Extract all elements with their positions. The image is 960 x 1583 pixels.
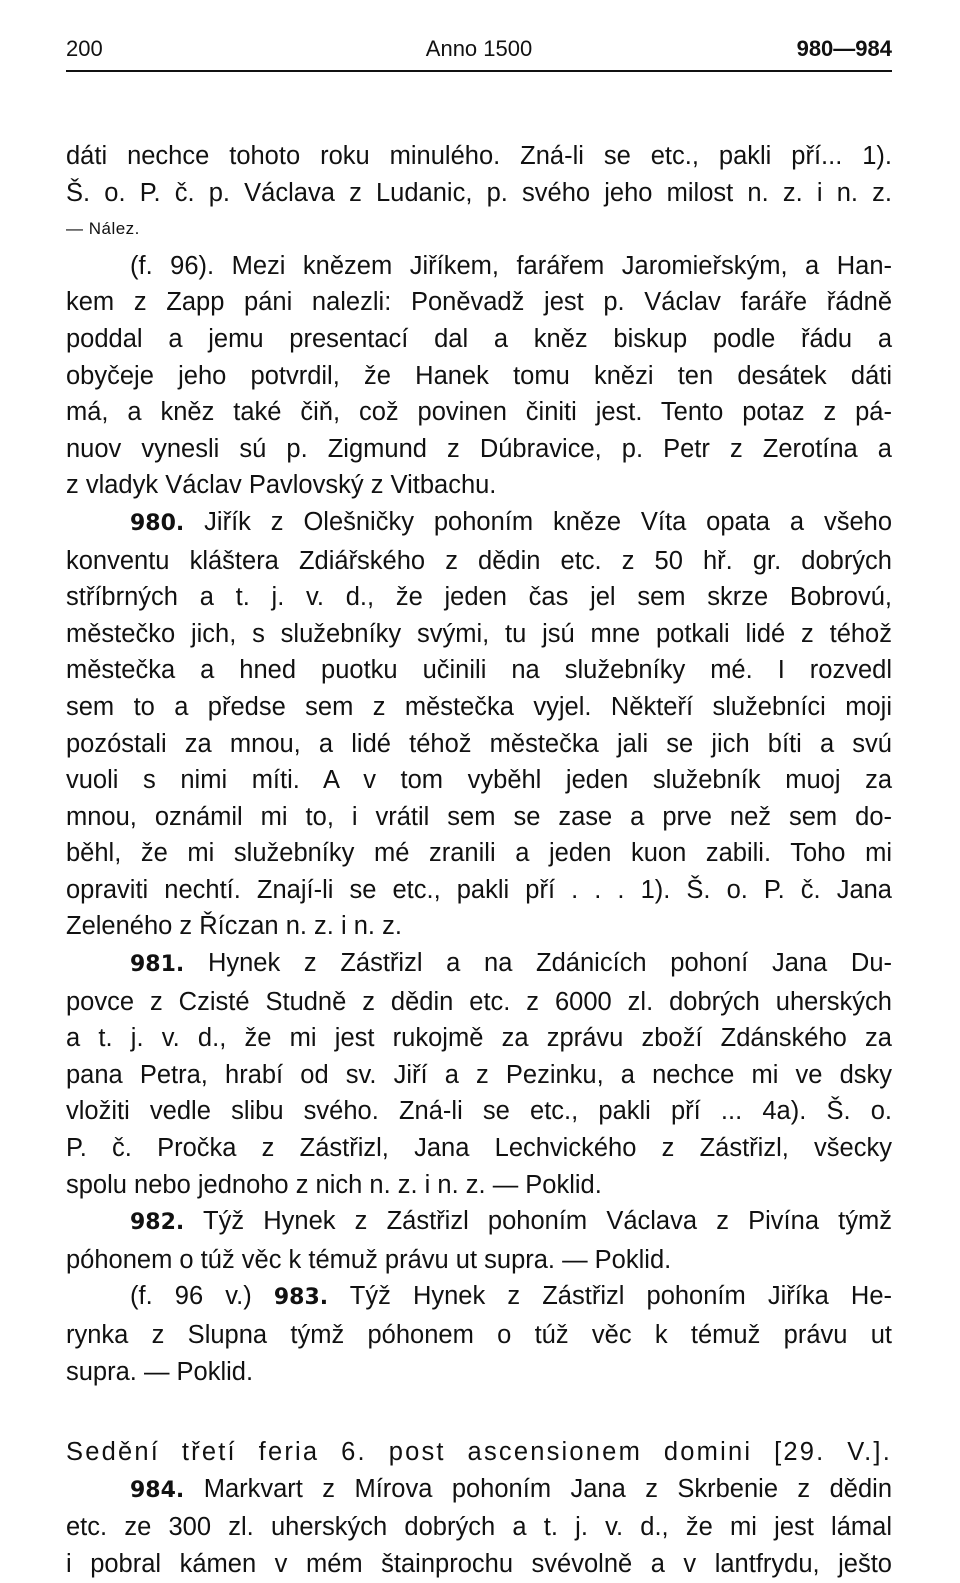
line-text: Jiřík z Olešničky pohoním kněze Víta opata a všeho: [184, 507, 892, 536]
text-line: — Nález.: [66, 219, 140, 239]
text-line: povce z Czisté Studně z dědin etc. z 6000 zl. dobrých uherských: [66, 987, 892, 1016]
text-line: rynka z Slupna týmž póhonem o túž věc k témuž právu ut: [66, 1321, 892, 1349]
text-line: i pobral kámen v mém štainprochu svévolně a v lantfrydu, ješto: [66, 1549, 892, 1578]
text-line: Š. o. P. č. p. Václava z Ludanic, p. svého jeho milost n. z. i n. z.: [66, 178, 892, 207]
text-line: opraviti nechtí. Znají-li se etc., pakli pří . . . 1). Š. o. P. č. Jana: [66, 875, 892, 904]
text-line: má, a kněz také čiň, což povinen činiti jest. Tento potaz z pá-: [66, 398, 892, 427]
text-line: póhonem o túž věc k témuž právu ut supra. — Poklid.: [66, 1245, 672, 1274]
text-line: P. č. Pročka z Zástřizl, Jana Lechvického z Zástřizl, všecky: [66, 1134, 892, 1163]
text-line: pozóstali za mnou, a lidé téhož městečka jali se jich bíti a svú: [66, 729, 892, 758]
text-line: sem to a předse sem z městečka vyjel. Někteří služebníci moji: [66, 692, 892, 721]
text-line: běhl, že mi služebníky mé zranili a jeden kuon zabili. Toho mi: [66, 839, 892, 868]
text-line: vuoli s nimi míti. A v tom vyběhl jeden služebník muoj za: [66, 766, 892, 795]
line-prefix: (f. 96 v.): [130, 1282, 274, 1311]
header-title: Anno 1500: [425, 36, 533, 61]
text-line: etc. ze 300 zl. uherských dobrých a t. j. v. d., že mi jest lámal: [66, 1513, 892, 1542]
text-line: poddal a jemu presentací dal a kněz biskup podle řádu a: [66, 324, 892, 353]
text-line: Zeleného z Říczan n. z. i n. z.: [66, 912, 402, 941]
line-text: Týž Hynek z Zástřizl pohoním Václava z Pivína týmž: [184, 1207, 892, 1236]
text-line: vložiti vedle slibu svého. Zná-li se etc., pakli pří ... 4a). Š. o.: [66, 1097, 892, 1126]
text-line: dáti nechce tohoto roku minulého. Zná-li se etc., pakli pří... 1).: [66, 142, 892, 170]
entry-number: 982.: [130, 1210, 185, 1236]
entry-number: 980.: [130, 510, 185, 536]
text-line: obyčeje jeho potvrdil, že Hanek tomu knězi ten desátek dáti: [66, 361, 892, 390]
text-line: spolu nebo jednoho z nich n. z. i n. z. — Poklid.: [66, 1170, 602, 1199]
entry-range: 980—984: [796, 36, 892, 61]
running-header: [66, 34, 892, 70]
document-page: [66, 34, 892, 1583]
section-gap: [66, 1390, 892, 1434]
document-body: [66, 138, 892, 1583]
text-line: kem z Zapp páni nalezli: Poněvadž jest p. Václav faráře řádně: [66, 288, 892, 317]
text-line: z vladyk Václav Pavlovský z Vitbachu.: [66, 471, 497, 500]
page-number: 200: [66, 36, 103, 61]
text-line: [66, 504, 892, 543]
line-text: Markvart z Mírova pohoním Jana z Skrbenie z dědin: [184, 1474, 892, 1503]
text-line: městečka a hned puotku učinili na služebníky mé. I rozvedl: [66, 656, 892, 685]
text-line: [66, 1203, 892, 1242]
entry-number: 983.: [273, 1285, 329, 1311]
entry-number: 984.: [130, 1477, 185, 1503]
entry-number: 981.: [130, 952, 185, 978]
text-line: konventu kláštera Zdiářského z dědin etc. z 50 hř. gr. dobrých: [66, 546, 892, 575]
text-line: Sedění třetí feria 6. post ascensionem domini [29. V.].: [66, 1438, 892, 1467]
text-line: [66, 1278, 892, 1317]
text-line: pana Petra, hrabí od sv. Jiří a z Pezinku, a nechce mi ve dsky: [66, 1060, 892, 1089]
text-line: (f. 96). Mezi knězem Jiříkem, farářem Jaromieřským, a Han-: [130, 251, 892, 280]
text-line: městečko jich, s služebníky svými, tu jsú mne potkali lidé z téhož: [66, 619, 892, 648]
text-line: stříbrných a t. j. v. d., že jeden čas jel sem skrze Bobrovú,: [66, 583, 892, 612]
line-text: Hynek z Zástřizl a na Zdánicích pohoní Jana Du-: [184, 949, 892, 978]
text-line: supra. — Poklid.: [66, 1357, 254, 1386]
text-line: [66, 945, 892, 984]
line-text: Týž Hynek z Zástřizl pohoním Jiříka He-: [328, 1282, 893, 1311]
text-line: a t. j. v. d., že mi jest rukojmě za zprávu zboží Zdánského za: [66, 1024, 892, 1053]
text-line: [66, 1471, 892, 1510]
text-line: mnou, oznámil mi to, i vrátil sem se zase a prve než sem do-: [66, 802, 892, 831]
text-line: nuov vynesli sú p. Zigmund z Dúbravice, p. Petr z Zerotína a: [66, 434, 892, 463]
header-rule: [66, 70, 892, 72]
